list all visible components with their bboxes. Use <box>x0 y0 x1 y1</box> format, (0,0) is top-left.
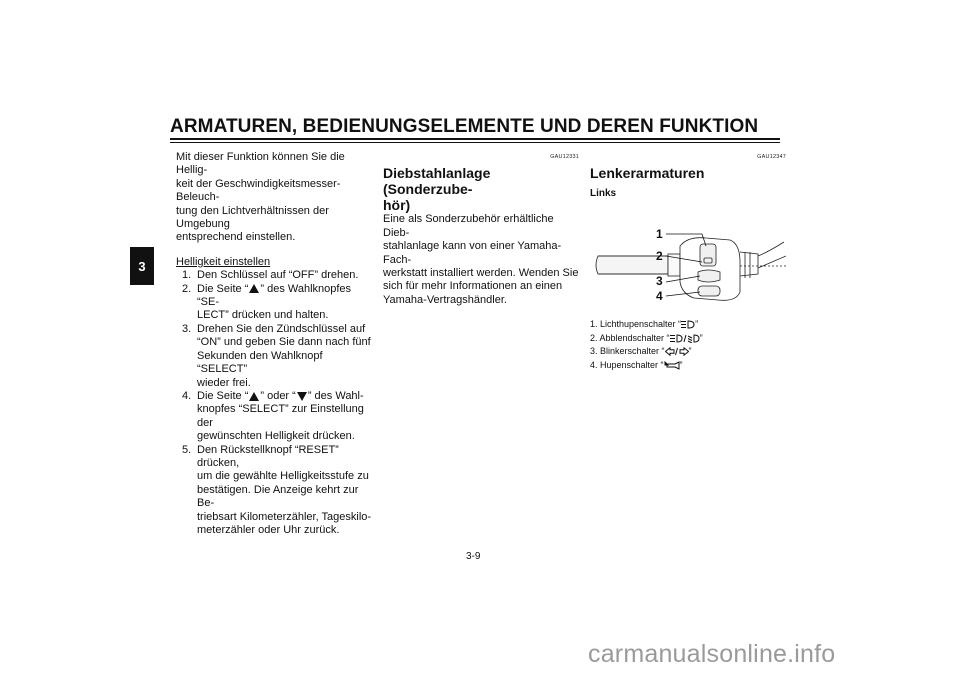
legend-text: ” <box>688 346 692 357</box>
step-line: meterzähler oder Uhr zurück. <box>197 523 340 536</box>
callout-2: 2 <box>656 249 663 263</box>
step-line: um die gewählte Helligkeitsstufe zu <box>197 470 369 483</box>
step-number: 4. <box>182 389 192 402</box>
chapter-tab: 3 <box>130 247 154 285</box>
intro-line: Mit dieser Funktion können Sie die Hellig- <box>176 151 345 177</box>
anti-theft-section <box>383 151 579 307</box>
callout-3: 3 <box>656 274 663 288</box>
step-number: 5. <box>182 443 192 456</box>
body-line: Yamaha-Vertragshändler. <box>383 293 507 306</box>
legend-text: 4. Hupenschalter “ <box>590 359 664 370</box>
intro-line: keit der Geschwindigkeitsmesser-Beleuch- <box>176 177 341 204</box>
watermark: carmanualsonline.info <box>588 640 836 668</box>
legend-item <box>590 332 786 346</box>
legend-text: ” <box>695 319 699 329</box>
step-line: Drehen Sie den Zündschlüssel auf <box>197 322 366 335</box>
callout-1: 1 <box>656 227 663 241</box>
legend-text: 1. Lichthupenschalter “ <box>590 319 682 329</box>
step-line: knopfes “SELECT” zur Einstellung der <box>197 403 364 429</box>
handlebar-drawing <box>596 238 786 301</box>
body-line: Eine als Sonderzubehör erhältliche Dieb- <box>383 213 554 239</box>
list-item <box>176 269 372 282</box>
step-text: ” des Wahlknopfes “SE- <box>197 282 352 309</box>
legend-text: ” <box>679 359 683 370</box>
list-item <box>176 390 372 444</box>
turn-signal-icon <box>665 347 689 356</box>
step-line: gewünschten Helligkeit drücken. <box>197 430 355 443</box>
list-item <box>176 444 372 538</box>
legend-text: ” <box>699 332 703 343</box>
steps-list <box>176 269 372 537</box>
handlebar-switches-section <box>590 151 786 201</box>
callout-4: 4 <box>656 289 663 303</box>
list-item <box>176 323 372 390</box>
title-rule <box>170 138 780 140</box>
section-subheading: Links <box>590 188 617 200</box>
high-low-beam-icon <box>670 334 700 343</box>
figure-legend <box>590 318 786 372</box>
intro-line: entsprechend einstellen. <box>176 231 296 244</box>
arrow-down-icon <box>297 392 307 401</box>
procedure-title: Helligkeit einstellen <box>176 255 271 268</box>
brightness-section <box>176 151 372 537</box>
legend-text: 2. Abblendschalter “ <box>590 332 670 343</box>
horn-icon <box>664 361 680 370</box>
step-text: Die Seite “ <box>197 282 249 295</box>
step-line: triebsart Kilometerzähler, Tageskilo- <box>197 510 372 523</box>
step-number: 3. <box>182 322 192 335</box>
step-line: wieder frei. <box>197 376 251 389</box>
body-line: stahlanlage kann von einer Yamaha-Fach- <box>383 240 562 266</box>
step-line: “ON” und geben Sie dann nach fünf <box>197 336 371 349</box>
section-heading <box>383 165 579 213</box>
legend-item <box>590 345 786 359</box>
section-heading: Lenkerarmaturen <box>590 165 705 182</box>
body-line: werkstatt installiert werden. Wenden Sie <box>383 267 579 280</box>
step-line: Den Schlüssel auf “OFF” drehen. <box>197 269 359 282</box>
step-line: Den Rückstellknopf “RESET” drücken, <box>197 443 339 469</box>
step-text: ” des Wahl- <box>307 389 364 402</box>
step-text: ” oder “ <box>260 389 296 402</box>
step-text: Die Seite “ <box>197 389 249 402</box>
list-item <box>176 283 372 323</box>
step-number: 2. <box>182 282 192 295</box>
arrow-up-icon <box>249 392 259 401</box>
headlight-flash-icon <box>681 320 695 329</box>
handlebar-switch-illustration <box>590 222 786 308</box>
legend-item <box>590 318 786 332</box>
step-line: bestätigen. Die Anzeige kehrt zur Be- <box>197 483 359 510</box>
legend-text: 3. Blinkerschalter “ <box>590 346 665 357</box>
step-line: Sekunden den Wahlknopf “SELECT” <box>197 349 323 376</box>
legend-item <box>590 359 786 373</box>
step-line: LECT” drücken und halten. <box>197 309 329 322</box>
body-line: sich für mehr Informationen an einen <box>383 280 563 293</box>
reference-code: GAU12347 <box>757 154 786 160</box>
page-number: 3-9 <box>466 551 481 562</box>
intro-line: tung den Lichtverhältnissen der Umgebung <box>176 204 329 231</box>
title-rule-thin <box>170 142 780 143</box>
arrow-up-icon <box>249 284 259 293</box>
heading-line: Diebstahlanlage (Sonderzube- <box>383 165 491 198</box>
reference-code: GAU12331 <box>550 154 579 160</box>
page-title: ARMATUREN, BEDIENUNGSELEMENTE UND DEREN FUNKTION <box>170 116 759 137</box>
heading-line: hör) <box>383 197 411 214</box>
step-number: 1. <box>182 269 192 282</box>
